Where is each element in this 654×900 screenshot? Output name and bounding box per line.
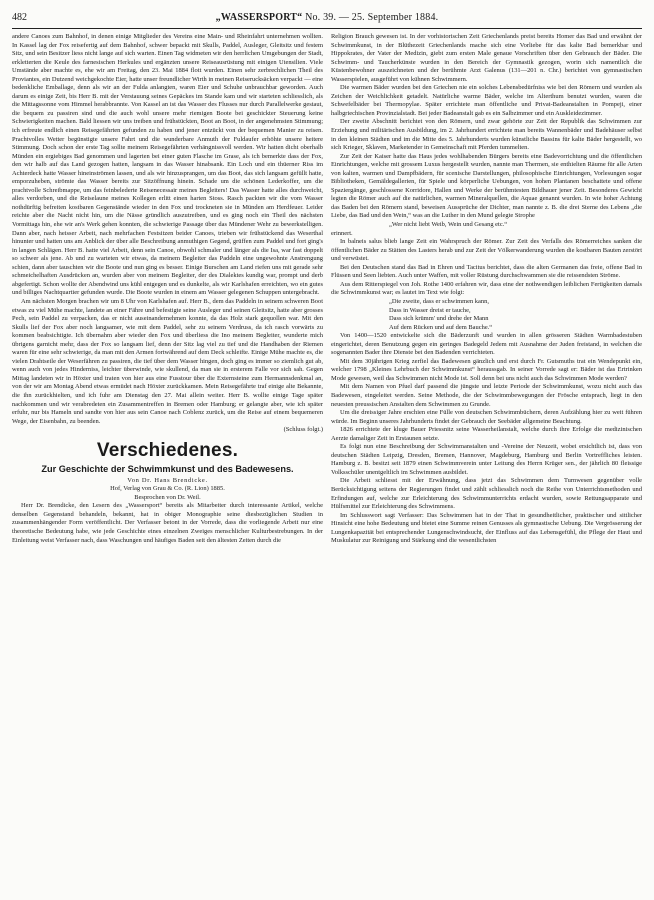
page-number: 482 — [12, 12, 27, 23]
verse-line: Dass in Wasser dreist er tauche, — [389, 306, 471, 314]
right-column — [331, 33, 642, 899]
paragraph: Die Arbeit schliesst mit der Erwähnung, dass jetzt das Schwimmen dem Turnwesen gegenüber volle Berücksichtigung seitens der Regierungen findet und zählt schliesslich noch die Reihe von Unterrichtsmethoden und Erfindungen auf, welche zur Erleichterung des Schwimmunterrichts erdacht wurden, sowie Rettungsapparate und Hülfsmittel zur Erleichterung des Schwimmens. — [331, 477, 642, 511]
quote: „Wer nicht liebt Weib, Wein und Gesang etc.“ — [389, 221, 508, 229]
byline: Von Dr. Hans Brendicke. — [127, 476, 208, 484]
issue-info: No. 39. — 25. September 1884. — [305, 12, 439, 23]
verse-line: Dass sich krümm' und drehe der Mann — [389, 315, 489, 323]
paragraph: Um die dreissiger Jahre erschien eine Fülle von deutschen Schwimmbüchern, deren Aufzählung hier zu weit führen würde. Im Beginn unseres Jahrhunderts findet der Gebrauch der Seebäder allgemeine Beachtung. — [331, 409, 642, 425]
paragraph: erinnert. — [331, 229, 353, 237]
paragraph: Der zweite Abschnitt berichtet von den Römern, und zwar gehörte zur Zeit der Republik das Schwimmen zur Erziehung und militärischen Ausbildung, im 2. Jahrhundert errichtete man bereits Wannenbäder und Badehäuser selbst in den kleinen Städten und im die Mitte des 5. Jahrhunderts wurden künstliche Bassins für kalte Bäder hergestellt, wo sich Krieger, Sklaven, Marketender in Gemeinschaft mit Pferden tummelten. — [331, 118, 642, 152]
paragraph: andere Canoes zum Bahnhof, in denen einige Mitglieder des Vereins eine Main- und Rheinfahrt unternehmen wollten. In Kassel lag der Fox reisefertig auf dem Bahnhof, schwer bepackt mit Skulls, Paddel, Ausleger, Gleitsitz und festem Sitz, und sein Besitzer liess nicht lange auf sich warten. Einen Tag widmeten wir den herrlichen Umgebungen der Stadt, erkletterten die Keule des farnesischen Herkules und ergänzten unsere Reiseausrüstung mit einigen Utensilien. Viele Umstände aber machte es, ehe wir am Freitag, den 23. Mai 1884 flott wurden. Einen sehr zerbrechlichen Theil des Proviantes, ein Dutzend weichgekochte Eier, hatte unser freundlicher Wirth in meinen Reiserucksäcken verpackt — eine bedenkliche Emballage, denn als wir an der Fulda anlangten, waren Eier und Schuhe unbrauchbar geworden. Auch darum es einige Zeit, bis Herr B. mit der Verstauung seines Gepäckes im Stande kam und wir starteten schliesslich, als die Mittagssonne vom Himmel herabbrannte. Von Kassel an ist das Wasser des Flusses nur durch Parallelwerke gestaut, die bequem zu passiren sind und die auch wohl unsere mehr riemigen Boote bei geschickter Steuerung keine Schwierigkeiten machen. Bald liessen wir uns treiben und frühstückten, Boot an Boot, in der angenehmsten Stimmung; ich erfreute endlich einen Reisegefährten gefunden zu haben und jener entzückt von der bequemen Manier zu reisen. Prachtvolles Wetter begünstigte unsere Fahrt und die wunderbare Anmuth der Fuldaufer erhöhte unsere heitere Stimmung. Doch schon der erste Tag sollte meinem Reisegefährten verhängnissvoll werden. Wir hatten dicht oberhalb Münden ein ergiebiges Bad genommen und lagerten bei einer guten Flasche im Grase, als ich bemerkte dass der Fox, den wir halb auf das Land gezogen hatten, langsam in das Wasser hinabsank. Ein Loch und ein thüerner Riss im Achterdeck hatte Wasser hineinströmen lassen, und als wir hinzusprangen, um das Boot, das sich langsam gefüllt hatte, emporzuheben, strömte das Wasser bereits zur Sitzöffnung hinein. Schade um die schönen Lederkoffer, um die prachtvolle Schreibmappe, um das feinbelederte Reisenecessair meines Begleiters! Das Wasser hatte alles durchweicht, alles verdorben, und die Reiselaune meines Kollegen erlitt einen harten Stoss. Rasch packten wir die vom Wasser nothdürftig befreiten kostbaren Gegenstände wieder in den Fox und trockneten sie in Münden am Herdfeuer. Leider reichte aber die Nacht nicht hin, um die Nässe gründlich auszutreiben, und es ging noch ein Theil des nächsten Vormittags hin, ehe wir an's Werk gehen konnten, die schwierige Passage über das Mündener Wehr zu bewerkstelligen. Dann aber, nach heisser Arbeit, nach mehrfachen Festsitzen beider Canoes, trieben wir frühstückend das Weserthal hinunter und hatten uns am Anblick der über alle Beschreibung anmuthigen Gegend, grüffen zum Paddel und fort ging's in langen Schlägen. Herr B. hatte viel Arbeit, denn sein Canoe, obwohl schmaler und länger als die Isa, war fast doppelt so schwer als jene. Ab und zu warteten wir etwas, da meinem Begleiter das Paddeln eine ungewohnte Anstrengung schien, dann aber tauschten wir die Boote und nun ging es besser. Einige Burschen am Land riefen uns mit gerade sehr schmeichelhaften Ausdrücken an, wurden aber von meinem Begleiter, der des Dialektes kundig war, prompt und derb abgefertigt. Schon wollte der Abendwind uns kühl entgegen und es dunkelte, als wir Karlshafen erreichten, wo ein gutes und billiges Nachtquartier gefunden wurde. Die Boote wurden in einem am Wasser gelegenen Schuppen untergebracht. — [12, 33, 323, 297]
paragraph: 1826 errichtete der kluge Bauer Priessnitz seine Wasserheilanstalt, welche durch ihre Erfolge die medizinischen Aerzte damaliger Zeit in Erstaunen setzte. — [331, 426, 642, 442]
verse-line: Auf dem Rücken und auf dem Bauche.“ — [389, 323, 493, 331]
left-column — [12, 33, 323, 899]
paragraph: Von 1400—1520 entwickelte sich die Bäderzunft und wurden in allen grösseren Städten Warmbadestuben eingerichtet, deren Benutzung gegen ein geringes Badegeld Jedem mit Ausnahme der Juden freistand, in welchen die sogenannten Bader ihre Dienste bei den Badenden verrichteten. — [331, 332, 642, 357]
paragraph: Die warmen Bäder wurden bei den Griechen nie ein solches Lebensbedürfniss wie bei den Römern und wurden als Zeichen der Weichlichkeit getadelt. Natürliche warme Bäder, welche im Alterthum benutzt wurden, waren die Schwefelbäder bei Thermopylae. Später errichtete man öffentliche und Privat-Badeanstalten in Pompeji, einer halbgriechischen Provinzialstadt. Bei jeder Badeanstalt gab es ein Salbzimmer und ein Auskleidezimmer. — [331, 84, 642, 117]
page-header — [12, 12, 642, 26]
paragraph: Aus dem Ritterspiegel von Joh. Rothe 1400 erfahren wir, dass eine der nothwendigen leiblichen Fertigkeiten damals die Schwimmkunst war; es lautet im Text wie folgt: — [331, 280, 642, 297]
paragraph: Mit dem 30jährigen Krieg zerfiel das Badewesen gänzlich und erst durch Fr. Gutsmuths trat ein Wendepunkt ein, welcher 1798 „Kleines Lehrbuch der Schwimmkunst“ heraussgab. In seiner Vorrede sagt er: Bäder ist das Ertrinken Mode gewesen, weil das Schwimmen nicht Mode ist. Soll denn bei uns nicht auch das Schwimmen Mode werden? — [331, 357, 642, 382]
verse-line: „Die zweite, dass er schwimmen kann, — [389, 297, 489, 305]
header-rule — [12, 28, 642, 29]
paragraph: Bei den Deutschen stand das Bad in Ehren und Tacitus berichtet, dass die alten Germanen das freie, offene Bad in Flüssen und Seen liebten. Auch unter Waffen, mit voller Rüstung durchschwammen sie die reissendsten Ströme. — [331, 263, 642, 280]
text-columns — [12, 33, 642, 899]
article-title: Zur Geschichte der Schwimmkunst und des Badewesens. — [41, 463, 294, 474]
paragraph: Im Schlusswort sagt Verfasser: Das Schwimmen hat in der That in gesundheitlicher, praktischer und sittlicher Hinsicht eine hohe Bedeutung und bietet eine Summe reinen Genusses als gymnastische Uebung. Die Vergrösserung der Lungenkapazität bei entsprechender Lungenschwindsucht, der Einfluss auf das Lebensgefühl, die Pflege der Haut und Muskulatur zur Reinigung und Stärkung sind die wesentlichsten — [331, 511, 642, 545]
paragraph: Mit dem Namen von Pfuel darf passend die jüngste und letzte Periode der Schwimmkunst, wozu nicht auch das Badewesen, eingeleitet werden. Seine Methode, die der Schwimmbewegungen der Frösche entsprach, liegt in den neuesten preussischen Anstalten dem Schwimmen zu Grunde. — [331, 383, 642, 408]
paragraph: Am nächsten Morgen brachen wir um 8 Uhr von Karlshafen auf. Herr B., dem das Paddeln in seinem schweren Boot etwas zu viel Mühe machte, landete an einer Fähre und befestigte seine Ausleger und seinen Gleitsitz, hatte aber grosses Pech, sein Paddel zu verpacken, das er nicht auseinandernehmen konnte, da das Holz stark gequollen war. Mit den Skulls lief der Fox aber noch langsamer, wie mit dem Paddel, sehr zu seinem Verdruss, da ich rasch vorwärts zu kommen beabsichtigte. Ich übernahm aber wieder den Fox und überliess die Ino meinem Begleiter, wunderte mich übrigens garnicht mehr, dass der Fox so langsam lief, denn der Sitz lag viel zu tief und die Handhaben der Riemen waren für eine sehr schwierige, da man mit den Armen fortwährend auf dem Deck schleifte. Einige Mühe machte es, die vielen Drahtseile der Weserfähren zu passiren, die tief über dem Wasser hingen, doch ging es immer so ziemlich gut ab, wenn auch von jedes Hinderniss, leichter überwinde, wie skullend, da man sie in ersterem Falle vor sich sah. Gegen Mittag landeten wir in Höxter und traten von hier aus eine Fusstour über die Externsteine zum Hermannsdenkmal an, von der wir am Montag Abend etwas ermüdet nach Höxter zurückkamen. Mein Reisegefährte traf einige alte Bekannte, die ihn zurückhielten, und ich fuhr am Dienstag den 27. Mai allein weiter. Herr B. wollte einige Tage später nachkommen und wir verabredeten ein Zusammentreffen in Bremen oder Hamburg; er gelangte aber, wie ich später erfuhr, nur bis Hameln und sandte von hier aus sein Canoe nach Coblenz zurück, um die Reise auf einem bequemeren Wege, der Eisenbahn, zu beenden. — [12, 297, 323, 425]
paragraph: Herr Dr. Brendicke, den Lesern des „Wassersport“ bereits als Mitarbeiter durch interessante Artikel, welche denselben Gegenstand behandeln, bekannt, hat in obiger Monographie seine diesbezüglichen Studien in zusammenhängender Form veröffentlicht. Der Verfasser betont in der Vorrede, dass die vorliegende Arbeit nur eine theoretische Bedeutung habe, wie jede Geschichte eines einzelnen Zweiges menschlicher Kulturbestrebungen. In der Einleitung weist Verfasser nach, dass Waschungen und häufiges Baden seit den ältesten Zeiten durch die — [12, 502, 323, 544]
publisher-line: Hof, Verlag von Grau & Co. (R. Lion) 1885. — [110, 485, 225, 493]
section-title: Verschiedenes. — [96, 439, 239, 461]
reviewer-line: Besprochen von Dr. Weil. — [134, 493, 201, 501]
paragraph: In balneis salus blieb lange Zeit ein Wahrspruch der Römer. Zur Zeit des Verfalls des Römerreiches sanken die öffentlichen Bäder zu Stätten des Lasters herab und zur Zeit der Völkerwanderung wurden die kostbaren Bauten zerstört und verwüstet. — [331, 238, 642, 263]
continuation-note: (Schluss folgt.) — [283, 426, 323, 434]
masthead-title: „WASSERSPORT“ — [215, 12, 303, 23]
paragraph: Zur Zeit der Kaiser hatte das Haus jedes wohlhabenden Bürgers bereits eine Badevorrichtung und die öffentlichen Einrichtungen, welche mit grossem Luxus hergestellt wurden, nannte man Thermen, sie enthielten Räume für alle Arten von kalten, warmen und Dampfbädern, für scenische Darstellungen, philosophische Einrichtungen, Vorlesungen sogar Bibliotheken, Gemäldegallerien, für Spiele und körperliche Uebungen, von hohen Plantanen beschattete und offene Spaziergänge, geschlossene Korridore, Hallen und Werke der berühmtesten Bildhauer jener Zeit. Besonderes Gewicht legten die Römer auch auf die natürlichen, warmen Mineralquellen, die Aquae genannt wurden. In wie hoher Achtung das Baden bei den Römern stand, beweisen Aussprüche der Dichter, man nannte z. B. die drei Sterne des Lebens „die Liebe, das Bad und den Wein,“ was an die Luther in den Mund gelegte Strophe — [331, 152, 642, 220]
masthead — [52, 12, 602, 23]
paragraph: Religion Brauch gewesen ist. In der vorhistorischen Zeit Griechenlands preist bereits Homer das Bad und erwähnt der Schwimmkunst, in der Blüthezeit Griechenlands mache sich eine Vorliebe für das kalte Bad bemerkbar und Hippokrates, der Vater der Medizin, giebt zum ersten Male genaue Vorschriften über den Gebrauch der Bäder. Die Schwimm- und Taucherkünste wurden in den Bereich der Gymnastik gezogen, worin sich namentlich die Küstenbewohner auszeichneten und der berühmte Arzt Galenus (131—201 n. Chr.) berichtet von gymnastischen Wasserspielen, ausgeführt von kühnen Schwimmern. — [331, 33, 642, 83]
paragraph: Es folgt nun eine Beschreibung der Schwimmanstalten und -Vereine der Neuzeit, wobei ersichtlich ist, dass von deutschen Städten Leipzig, Dresden, Bremen, Hannover, Magdeburg, Hamburg und Berlin Vortreffliches leisten. Hamburg z. B. besitzt seit 1879 einen Schwimmverein unter Leitung des Herrn Krüger sen., der jährlich 80 fleissige Volksschüler unentgeltlich im Schwimmen ausbildet. — [331, 443, 642, 476]
